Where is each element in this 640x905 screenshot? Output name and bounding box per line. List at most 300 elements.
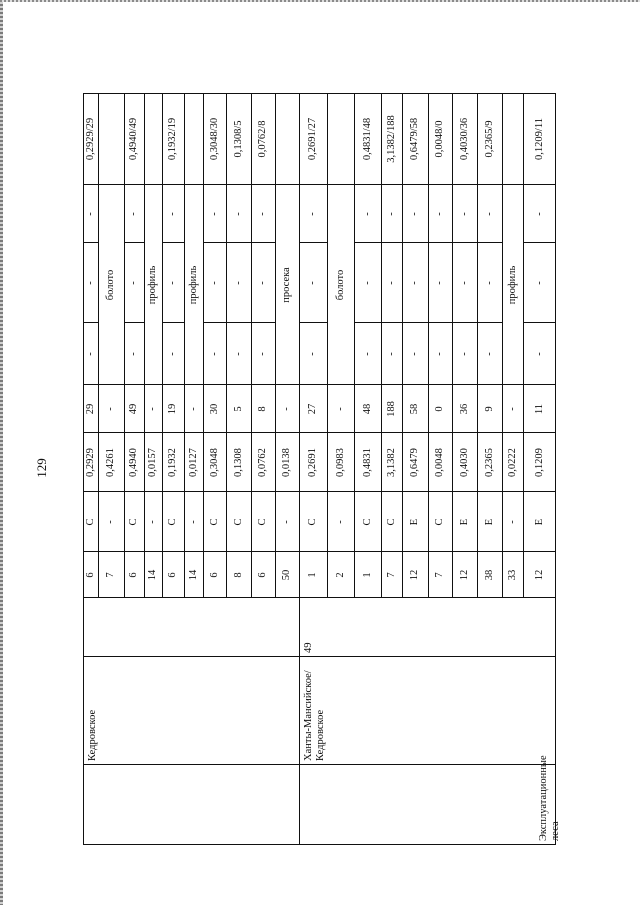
row-rule [251,93,252,598]
cell-vydel: 6 [208,572,220,578]
col-rule [428,384,452,385]
cell-vydel: 12 [458,569,470,581]
cell-c1: - [434,352,445,356]
col-rule [144,491,162,492]
col-rule [98,551,124,552]
col-rule [502,551,523,552]
col-rule [203,432,226,433]
cell-c1: - [208,352,220,356]
cell-vydel: 1 [307,572,318,578]
cell-ratio: 0,4030/36 [458,117,470,161]
cell-area: 0,3048 [208,448,220,477]
cell-c3: - [232,212,244,216]
cell-ratio: 3,1382/188 [385,115,397,163]
cell-k: - [105,407,116,411]
row-rule [452,93,453,598]
col-rule [83,322,98,323]
cell-c1: - [84,352,96,356]
col-rule [477,322,502,323]
row-rule [402,93,403,598]
row-rule [523,93,524,598]
cell-k: 48 [361,403,373,415]
col-rule [523,384,556,385]
col-rule [452,491,477,492]
cell-vydel: 14 [187,569,199,581]
col-rule [354,322,381,323]
cell-c2: - [232,281,244,285]
cell-cat: С [434,518,445,526]
cell-k: 58 [409,403,420,415]
cell-vydel: 14 [147,569,158,581]
cell-c3: - [307,212,318,216]
cell-c1: - [533,352,545,356]
col-rule [124,384,144,385]
cell-k: 188 [385,401,397,417]
cell-k: - [281,407,292,411]
cell-c2: болото [105,269,116,301]
col-rule [354,491,381,492]
col-rule [275,384,299,385]
cell-c3: - [409,212,420,216]
col-rule [428,491,452,492]
cell-cat: Е [533,518,545,526]
col-rule [251,184,275,185]
col-rule [144,384,162,385]
col-rule [354,432,381,433]
col-rule [354,184,381,185]
col-rule [381,491,402,492]
col-rule [162,322,184,323]
cell-ratio: 0,0048/0 [434,120,445,158]
cell-c2: - [385,281,397,285]
cell-vydel: 7 [105,572,116,578]
col-rule [162,384,184,385]
cell-cat: - [281,520,292,524]
cell-c2: профиль [147,265,158,305]
cell-area: 0,0157 [147,448,158,477]
col-rule [275,184,299,185]
col-rule [124,432,144,433]
cell-area: 0,1932 [167,448,178,477]
col-rule [162,551,184,552]
cell-cat: - [506,520,518,524]
cell-cat: С [257,518,268,526]
cell-c1: - [128,352,139,356]
cell-c1: - [307,352,318,356]
col-rule [162,242,184,243]
cell-c3: - [483,212,495,216]
col-rule [83,491,98,492]
cell-k: 19 [167,403,178,415]
cell-area: 0,4261 [105,448,116,477]
col-rule [381,184,402,185]
col-rule [275,432,299,433]
cell-ratio: 0,3048/30 [208,117,220,161]
col-rule [428,242,452,243]
col-rule [226,242,251,243]
cell-c3: - [361,212,373,216]
col-rule [381,242,402,243]
col-rule [452,551,477,552]
row-rule [98,93,99,598]
col-rule [402,551,428,552]
col-rule [226,384,251,385]
row-rule [162,93,163,598]
col-rule [83,384,98,385]
col-rule [477,491,502,492]
cell-ratio: 0,0762/8 [257,120,268,158]
section-type-label: Эксплуатационные леса [538,755,561,841]
cell-cat: С [208,518,220,526]
row-rule [275,93,276,598]
page-number: 129 [34,458,49,478]
cell-c1: - [257,352,268,356]
cell-area: 0,0222 [506,448,518,477]
col-rule [402,432,428,433]
cell-c2: болото [334,269,346,301]
col-rule [124,242,144,243]
col-rule [354,551,381,552]
cell-k: 9 [483,406,495,412]
cell-k: - [506,407,518,411]
col-rule [299,184,327,185]
cell-ratio: 0,4940/49 [128,117,139,161]
cell-vydel: 6 [128,572,139,578]
cell-ratio: 0,2365/9 [483,120,495,158]
col-rule [452,242,477,243]
cell-k: 49 [128,403,139,415]
cell-c1: - [232,352,244,356]
cell-c2: профиль [506,265,518,305]
col-rule [428,322,452,323]
col-rule [428,184,452,185]
col-rule [477,242,502,243]
cell-c2: - [361,281,373,285]
col-rule [452,184,477,185]
cell-cat: С [232,518,244,526]
col-rule [124,322,144,323]
table-rule [83,764,556,765]
cell-ratio: 0,6479/58 [409,117,420,161]
col-rule [354,242,381,243]
scan-edge-top [0,0,640,2]
col-rule [477,551,502,552]
col-rule [452,384,477,385]
cell-k: 30 [208,403,220,415]
cell-area: 0,1209 [533,448,545,477]
cell-c2: - [208,281,220,285]
cell-cat: С [167,518,178,526]
col-rule [381,432,402,433]
cell-area: 0,1308 [232,448,244,477]
cell-vydel: 6 [257,572,268,578]
cell-vydel: 50 [281,569,292,581]
col-rule [162,491,184,492]
scan-edge-left [0,0,3,905]
col-rule [184,384,203,385]
row-rule [184,93,185,598]
col-rule [402,384,428,385]
col-rule [251,551,275,552]
col-rule [83,184,98,185]
cell-c3: - [208,212,220,216]
col-rule [299,322,327,323]
cell-area: 0,0048 [434,448,445,477]
cell-c1: - [458,352,470,356]
col-rule [124,551,144,552]
cell-area: 0,0138 [281,448,292,477]
cell-vydel: 12 [409,569,420,581]
col-rule [428,551,452,552]
col-rule [327,384,354,385]
col-rule [275,491,299,492]
col-rule [523,184,556,185]
cell-c2: - [533,281,545,285]
row-rule [477,93,478,598]
col-rule [203,322,226,323]
col-rule [184,491,203,492]
col-rule [226,322,251,323]
cell-c1: - [409,352,420,356]
cell-area: 0,6479 [409,448,420,477]
cell-c3: - [257,212,268,216]
cell-c2: - [167,281,178,285]
cell-c3: - [533,212,545,216]
cell-cat: - [147,520,158,524]
col-rule [162,432,184,433]
col-rule [523,432,556,433]
cell-k: 8 [257,406,268,412]
cell-area: 0,0127 [187,448,199,477]
col-rule [327,551,354,552]
col-rule [402,322,428,323]
col-rule [428,432,452,433]
col-rule [203,184,226,185]
col-rule [226,184,251,185]
cell-cat: Е [483,518,495,526]
col-rule [98,432,124,433]
row-rule [502,93,503,598]
col-rule [203,551,226,552]
cell-c3: - [385,212,397,216]
col-rule [327,491,354,492]
col-rule [502,432,523,433]
col-rule [502,184,523,185]
col-rule [299,432,327,433]
data-table [83,93,561,845]
row-rule [381,93,382,598]
cell-c2: - [483,281,495,285]
cell-c3: - [128,212,139,216]
col-rule [477,432,502,433]
cell-k: 27 [307,403,318,415]
cell-c1: - [483,352,495,356]
col-rule [523,491,556,492]
row-rule [226,93,227,598]
cell-vydel: 7 [434,572,445,578]
col-rule [327,432,354,433]
cell-vydel: 2 [334,572,346,578]
row-rule [327,93,328,598]
cell-c3: - [434,212,445,216]
col-rule [251,491,275,492]
cell-area: 0,4831 [361,448,373,477]
cell-cat: - [334,520,346,524]
col-rule [98,184,124,185]
cell-ratio: 0,1932/19 [167,117,178,161]
col-rule [144,432,162,433]
col-rule [203,491,226,492]
district-2-label: Ханты-Мансийское/ Кедровское [303,670,326,761]
cell-k: - [334,407,346,411]
cell-c2: - [307,281,318,285]
col-rule [402,242,428,243]
cell-c2: - [409,281,420,285]
cell-c2: - [434,281,445,285]
col-rule [203,242,226,243]
col-rule [83,432,98,433]
table-rule [83,656,556,657]
col-rule [226,491,251,492]
table-border [83,93,556,94]
col-rule [381,384,402,385]
col-rule [477,384,502,385]
col-rule [184,551,203,552]
col-rule [251,432,275,433]
district-label: Кедровское [87,709,98,761]
cell-c3: - [458,212,470,216]
col-rule [477,184,502,185]
col-rule [251,322,275,323]
cell-k: 36 [458,403,470,415]
cell-c1: - [167,352,178,356]
col-rule [523,322,556,323]
row-rule [428,93,429,598]
row-rule [144,93,145,598]
cell-vydel: 7 [385,572,397,578]
col-rule [124,491,144,492]
col-rule [251,384,275,385]
cell-cat: С [307,518,318,526]
cell-area: 3,1382 [385,448,397,477]
row-rule [299,93,300,598]
col-rule [275,551,299,552]
quarter-label: 49 [303,642,314,653]
cell-c3: - [167,212,178,216]
col-rule [299,242,327,243]
cell-area: 0,4940 [128,448,139,477]
col-rule [144,184,162,185]
cell-area: 0,0762 [257,448,268,477]
cell-c2: - [84,281,96,285]
cell-c2: профиль [187,265,199,305]
col-rule [402,184,428,185]
table-border [555,93,556,845]
cell-vydel: 8 [232,572,244,578]
col-rule [184,432,203,433]
cell-area: 0,2365 [483,448,495,477]
col-rule [98,384,124,385]
col-rule [124,184,144,185]
row-rule [203,93,204,598]
table-rule [83,597,556,598]
cell-ratio: 0,2691/27 [307,117,318,161]
table-border [83,844,556,845]
col-rule [381,322,402,323]
cell-vydel: 12 [533,569,545,581]
cell-cat: - [187,520,199,524]
cell-cat: Е [458,518,470,526]
col-rule [184,184,203,185]
col-rule [452,432,477,433]
col-rule [144,551,162,552]
cell-c2: просека [281,267,292,303]
cell-k: 29 [84,403,96,415]
col-rule [299,491,327,492]
cell-area: 0,0983 [334,448,346,477]
cell-c2: - [257,281,268,285]
col-rule [381,551,402,552]
col-rule [523,242,556,243]
cell-k: 11 [533,403,545,415]
cell-c1: - [361,352,373,356]
cell-ratio: 0,2929/29 [84,117,96,161]
cell-vydel: 33 [506,569,518,581]
col-rule [226,551,251,552]
cell-ratio: 0,1308/5 [232,120,244,158]
col-rule [251,242,275,243]
cell-cat: - [105,520,116,524]
col-rule [98,491,124,492]
table-rule [299,598,300,845]
row-rule [354,93,355,598]
cell-k: 5 [232,406,244,412]
data-table-rotated [83,93,561,845]
cell-ratio: 0,1209/11 [533,118,545,160]
col-rule [162,184,184,185]
col-rule [299,551,327,552]
row-rule [124,93,125,598]
cell-area: 0,2929 [84,448,96,477]
cell-ratio: 0,4831/48 [361,117,373,161]
cell-cat: С [84,518,96,526]
col-rule [83,551,98,552]
cell-area: 0,2691 [307,448,318,477]
col-rule [502,491,523,492]
cell-c3: - [84,212,96,216]
cell-cat: С [385,518,397,526]
cell-k: - [147,407,158,411]
col-rule [523,551,556,552]
col-rule [354,384,381,385]
col-rule [452,322,477,323]
col-rule [299,384,327,385]
col-rule [203,384,226,385]
cell-k: - [187,407,199,411]
cell-c2: - [128,281,139,285]
cell-cat: Е [409,518,420,526]
cell-vydel: 1 [361,572,373,578]
cell-cat: С [128,518,139,526]
col-rule [83,242,98,243]
cell-c2: - [458,281,470,285]
cell-vydel: 6 [84,572,96,578]
col-rule [226,432,251,433]
col-rule [502,384,523,385]
cell-area: 0,4030 [458,448,470,477]
cell-vydel: 38 [483,569,495,581]
col-rule [402,491,428,492]
